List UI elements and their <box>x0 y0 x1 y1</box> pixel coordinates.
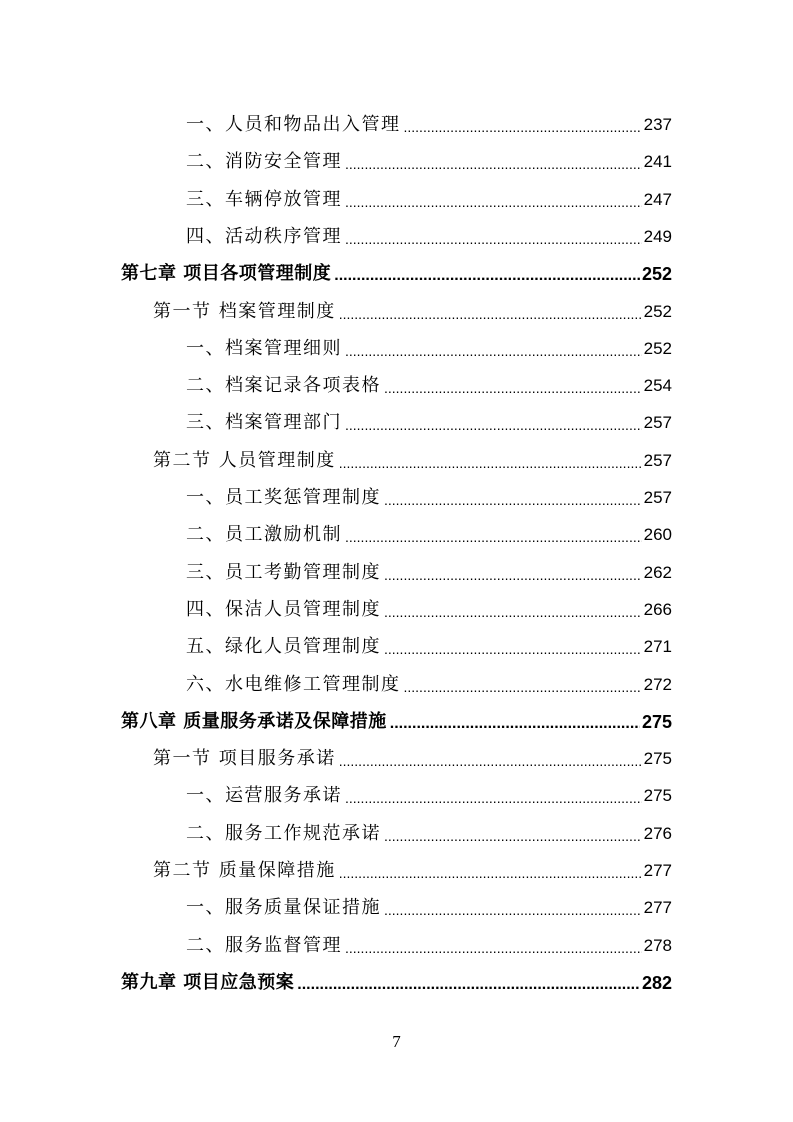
toc-entry-page: 252 <box>643 339 672 358</box>
toc-dot-leader <box>345 154 642 174</box>
toc-dot-leader <box>339 751 642 771</box>
toc-entry-page: 262 <box>643 563 672 582</box>
toc-dot-leader <box>297 975 640 995</box>
toc-entry-title: 三、档案管理部门 <box>186 412 342 433</box>
toc-entry-page: 275 <box>643 749 672 768</box>
toc-subsection-entry[interactable] <box>186 921 672 958</box>
toc-entry-page: 247 <box>643 190 672 209</box>
toc-entry-title: 六、水电维修工管理制度 <box>186 674 401 695</box>
toc-dot-leader <box>404 677 642 697</box>
toc-entry-title: 二、服务监督管理 <box>186 935 342 956</box>
toc-dot-leader <box>334 266 640 286</box>
toc-entry-page: 241 <box>643 152 672 171</box>
toc-entry-page: 257 <box>643 413 672 432</box>
toc-dot-leader <box>345 341 642 361</box>
toc-entry-title: 二、服务工作规范承诺 <box>186 823 381 844</box>
toc-dot-leader <box>345 938 642 958</box>
toc-entry-title: 第二节 人员管理制度 <box>153 450 336 471</box>
toc-dot-leader <box>404 117 642 137</box>
toc-dot-leader <box>384 565 642 585</box>
toc-subsection-entry[interactable] <box>186 324 672 361</box>
toc-entry-title: 第九章 项目应急预案 <box>121 972 295 993</box>
toc-entry-title: 二、员工激励机制 <box>186 524 342 545</box>
toc-entry-page: 252 <box>641 264 672 284</box>
toc-dot-leader <box>384 826 642 846</box>
toc-entry-title: 一、服务质量保证措施 <box>186 897 381 918</box>
toc-entry-page: 278 <box>643 936 672 955</box>
toc-entry-page: 275 <box>641 712 672 732</box>
toc-entry-title: 第八章 质量服务承诺及保障措施 <box>121 711 387 732</box>
toc-dot-leader <box>390 714 640 734</box>
toc-entry-page: 277 <box>643 861 672 880</box>
toc-subsection-entry[interactable] <box>186 883 672 920</box>
toc-subsection-entry[interactable] <box>186 585 672 622</box>
toc-entry-title: 第七章 项目各项管理制度 <box>121 263 332 284</box>
toc-entry-title: 二、档案记录各项表格 <box>186 375 381 396</box>
toc-section-entry[interactable] <box>153 846 672 883</box>
toc-entry-page: 282 <box>641 973 672 993</box>
toc-dot-leader <box>384 378 642 398</box>
toc-entry-title: 五、绿化人员管理制度 <box>186 636 381 657</box>
toc-dot-leader <box>345 192 642 212</box>
toc-dot-leader <box>345 788 642 808</box>
toc-section-entry[interactable] <box>153 734 672 771</box>
toc-entry-title: 一、档案管理细则 <box>186 338 342 359</box>
toc-subsection-entry[interactable] <box>186 361 672 398</box>
toc-entry-page: 260 <box>643 525 672 544</box>
toc-dot-leader <box>339 863 642 883</box>
toc-chapter-entry[interactable] <box>121 697 672 734</box>
toc-dot-leader <box>384 900 642 920</box>
toc-entry-page: 254 <box>643 376 672 395</box>
toc-subsection-entry[interactable] <box>186 100 672 137</box>
toc-subsection-entry[interactable] <box>186 212 672 249</box>
toc-subsection-entry[interactable] <box>186 510 672 547</box>
toc-subsection-entry[interactable] <box>186 660 672 697</box>
toc-entry-title: 第二节 质量保障措施 <box>153 860 336 881</box>
toc-dot-leader <box>339 304 642 324</box>
toc-subsection-entry[interactable] <box>186 398 672 435</box>
toc-entry-title: 一、员工奖惩管理制度 <box>186 487 381 508</box>
toc-entry-page: 276 <box>643 824 672 843</box>
toc-dot-leader <box>384 490 642 510</box>
toc-entry-page: 257 <box>643 488 672 507</box>
toc-subsection-entry[interactable] <box>186 809 672 846</box>
toc-chapter-entry[interactable] <box>121 249 672 286</box>
toc-subsection-entry[interactable] <box>186 473 672 510</box>
toc-entry-title: 三、车辆停放管理 <box>186 189 342 210</box>
toc-dot-leader <box>339 453 642 473</box>
toc-entry-page: 271 <box>643 637 672 656</box>
toc-entry-page: 237 <box>643 115 672 134</box>
toc-subsection-entry[interactable] <box>186 137 672 174</box>
toc-dot-leader <box>384 639 642 659</box>
toc-entry-title: 第一节 项目服务承诺 <box>153 748 336 769</box>
toc-entry-title: 四、保洁人员管理制度 <box>186 599 381 620</box>
toc-subsection-entry[interactable] <box>186 548 672 585</box>
toc-dot-leader <box>384 602 642 622</box>
toc-entry-page: 277 <box>643 898 672 917</box>
toc-entry-title: 四、活动秩序管理 <box>186 226 342 247</box>
toc-subsection-entry[interactable] <box>186 771 672 808</box>
toc-section-entry[interactable] <box>153 436 672 473</box>
toc-entry-page: 275 <box>643 786 672 805</box>
toc-subsection-entry[interactable] <box>186 175 672 212</box>
toc-entry-title: 一、人员和物品出入管理 <box>186 114 401 135</box>
toc-entry-title: 第一节 档案管理制度 <box>153 301 336 322</box>
toc-dot-leader <box>345 229 642 249</box>
toc-section-entry[interactable] <box>153 287 672 324</box>
toc-entry-title: 二、消防安全管理 <box>186 151 342 172</box>
toc-entry-page: 249 <box>643 227 672 246</box>
page-number: 7 <box>392 1032 401 1051</box>
toc-dot-leader <box>345 415 642 435</box>
toc-chapter-entry[interactable] <box>121 958 672 995</box>
toc-entry-page: 266 <box>643 600 672 619</box>
toc-entry-title: 一、运营服务承诺 <box>186 785 342 806</box>
toc-entry-page: 257 <box>643 451 672 470</box>
toc-entry-title: 三、员工考勤管理制度 <box>186 562 381 583</box>
toc-subsection-entry[interactable] <box>186 622 672 659</box>
toc-entry-page: 272 <box>643 675 672 694</box>
toc-dot-leader <box>345 527 642 547</box>
toc-entry-page: 252 <box>643 302 672 321</box>
